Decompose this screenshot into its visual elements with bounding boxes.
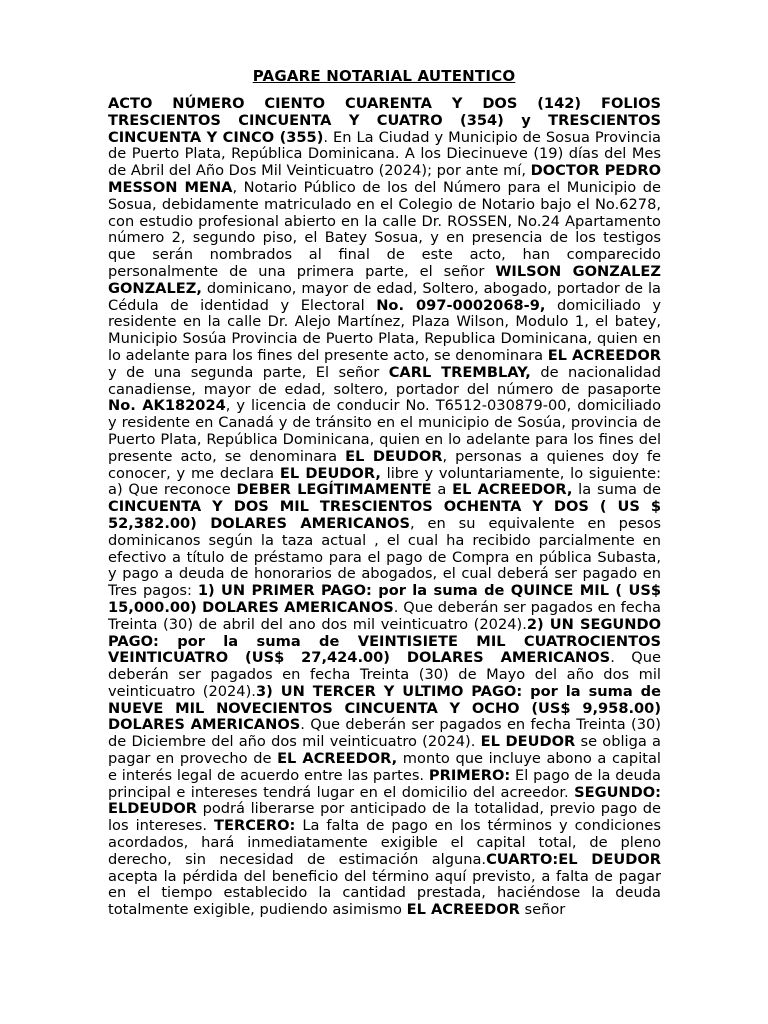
text-segment: La falta de pago en los términos y condiciones acordados, hará inmediatamente exigible el capital total, de pleno derecho, sin necesidad de estimación alguna.: [108, 817, 661, 868]
bold-text-segment: EL DEUDOR: [480, 733, 576, 751]
text-segment: señor: [519, 901, 566, 919]
bold-text-segment: PRIMERO:: [428, 766, 511, 784]
bold-text-segment: EL ACREEDOR,: [452, 481, 573, 499]
bold-text-segment: EL DEUDOR,: [279, 464, 381, 482]
bold-text-segment: No. 097-0002068-9,: [376, 296, 546, 314]
bold-text-segment: EL ACREEDOR: [547, 346, 661, 364]
bold-text-segment: DEBER LEGÍTIMAMENTE: [236, 481, 432, 499]
text-segment: a: [431, 481, 453, 499]
text-segment: . Que deberán ser pagados en fecha Treinta (30) de Mayo del año dos mil veinticuatro (2024).: [108, 649, 661, 700]
text-segment: , Notario Público de los del Número para el Municipio de Sosua, debidamente matriculado en el Colegio de Notario bajo el No.6278, con estudio profesional abierto en la calle Dr. ROSSEN, No.24 Apartamento número 2, segundo piso, el Batey Sosua, y en presencia de los testigos que serán nombrados al final de este acto, han comparecido personalmente de una primera parte, el señor: [108, 178, 661, 280]
text-segment: dominicano, mayor de edad, Soltero, abogado, portador de la Cédula de identidad y Electoral: [108, 279, 661, 314]
bold-text-segment: 2) UN SEGUNDO PAGO: por la suma de VEINTISIETE MIL CUATROCIENTOS VEINTICUATRO (US$ 27,424.00) DOLARES AMERICANOS: [108, 615, 662, 667]
text-segment: , en su equivalente en pesos dominicanos según la taza actual , el cual ha recibido parcialmente en efectivo a título de préstamo para el pago de Compra en pública Subasta, y pago a deuda de honorarios de abogados, el cual deberá ser pagado en Tres pagos:: [108, 514, 661, 600]
bold-text-segment: CINCUENTA Y DOS MIL TRESCIENTOS OCHENTA Y DOS ( US $ 52,382.00) DOLARES AMERICANOS: [108, 498, 661, 532]
text-segment: . Que deberán ser pagados en fecha Treinta (30) de Diciembre del año dos mil veinticuatro (2024).: [108, 716, 661, 751]
document-body: [108, 96, 661, 919]
text-segment: libre y voluntariamente, lo siguiente: a) Que reconoce: [108, 464, 661, 499]
bold-text-segment: 3) UN TERCER Y ULTIMO PAGO: por la suma de NUEVE MIL NOVECIENTOS CINCUENTA Y OCHO (US$ 9,958.00) DOLARES AMERICANOS: [108, 682, 661, 734]
bold-text-segment: No. AK182024: [108, 397, 226, 415]
bold-text-segment: DOCTOR PEDRO MESSON MENA: [108, 162, 661, 196]
text-segment: El pago de la deuda principal e intereses tendrá lugar en el domicilio del acreedor.: [108, 766, 661, 801]
text-segment: , y licencia de conducir No. T6512-030879-00, domiciliado y residente en Canadá y de tránsito en el municipio de Sosúa, provincia de Puerto Plata, República Dominicana, quien en lo adelante para los fines del presente acto, se denominara: [108, 397, 661, 465]
text-segment: acepta la pérdida del beneficio del término aquí previsto, a falta de pagar en el tiempo establecido la cantidad prestada, haciéndose la deuda totalmente exigible, pudiendo asimismo: [108, 867, 661, 919]
text-segment: . Que deberán ser pagados en fecha Treinta (30) de abril del ano dos mil veinticuatro (2024).: [108, 598, 661, 633]
bold-text-segment: EL ACREEDOR,: [277, 750, 398, 768]
text-segment: podrá liberarse por anticipado de la totalidad, previo pago de los intereses.: [108, 800, 661, 835]
text-segment: la suma de: [572, 481, 661, 499]
bold-text-segment: EL DEUDOR: [345, 447, 443, 465]
text-segment: , personas a quienes doy fe conocer, y me declara: [108, 447, 661, 482]
text-segment: monto que incluye abono a capital e interés legal de acuerdo entre las partes.: [108, 750, 661, 784]
text-segment: se obliga a pagar en provecho de: [108, 733, 661, 768]
bold-text-segment: 1) UN PRIMER PAGO: por la suma de QUINCE MIL ( US$ 15,000.00) DOLARES AMERICANOS: [108, 582, 661, 616]
bold-text-segment: CARL TREMBLAY,: [388, 363, 531, 381]
bold-text-segment: CUARTO:EL DEUDOR: [486, 850, 661, 868]
text-segment: y de una segunda parte, El señor: [108, 363, 389, 381]
text-segment: . En La Ciudad y Municipio de Sosua Provincia de Puerto Plata, República Dominicana. A los Diecinueve (19) días del Mes de Abril del Año Dos Mil Veinticuatro (2024); por ante mí,: [108, 128, 661, 180]
text-segment: domiciliado y residente en la calle Dr. Alejo Martínez, Plaza Wilson, Modulo 1, el batey, Municipio Sosúa Provincia de Puerto Plata, Republica Dominicana, quien en lo adelante para los fines del presente acto, se denominara: [108, 296, 661, 364]
bold-text-segment: TERCERO:: [214, 817, 296, 835]
bold-text-segment: WILSON GONZALEZ GONZALEZ,: [108, 262, 661, 297]
document-title: PAGARE NOTARIAL AUTENTICO: [252, 67, 516, 85]
bold-text-segment: SEGUNDO: ELDEUDOR: [108, 783, 661, 818]
text-segment: de nacionalidad canadiense, mayor de edad, soltero, portador del número de pasaporte: [108, 363, 661, 398]
bold-text-segment: ACTO NÚMERO CIENTO CUARENTA Y DOS (142) FOLIOS TRESCIENTOS CINCUENTA Y CUATRO (354) y TRESCIENTOS CINCUENTA Y CINCO (355): [108, 95, 661, 146]
bold-text-segment: EL ACREEDOR: [406, 901, 520, 919]
